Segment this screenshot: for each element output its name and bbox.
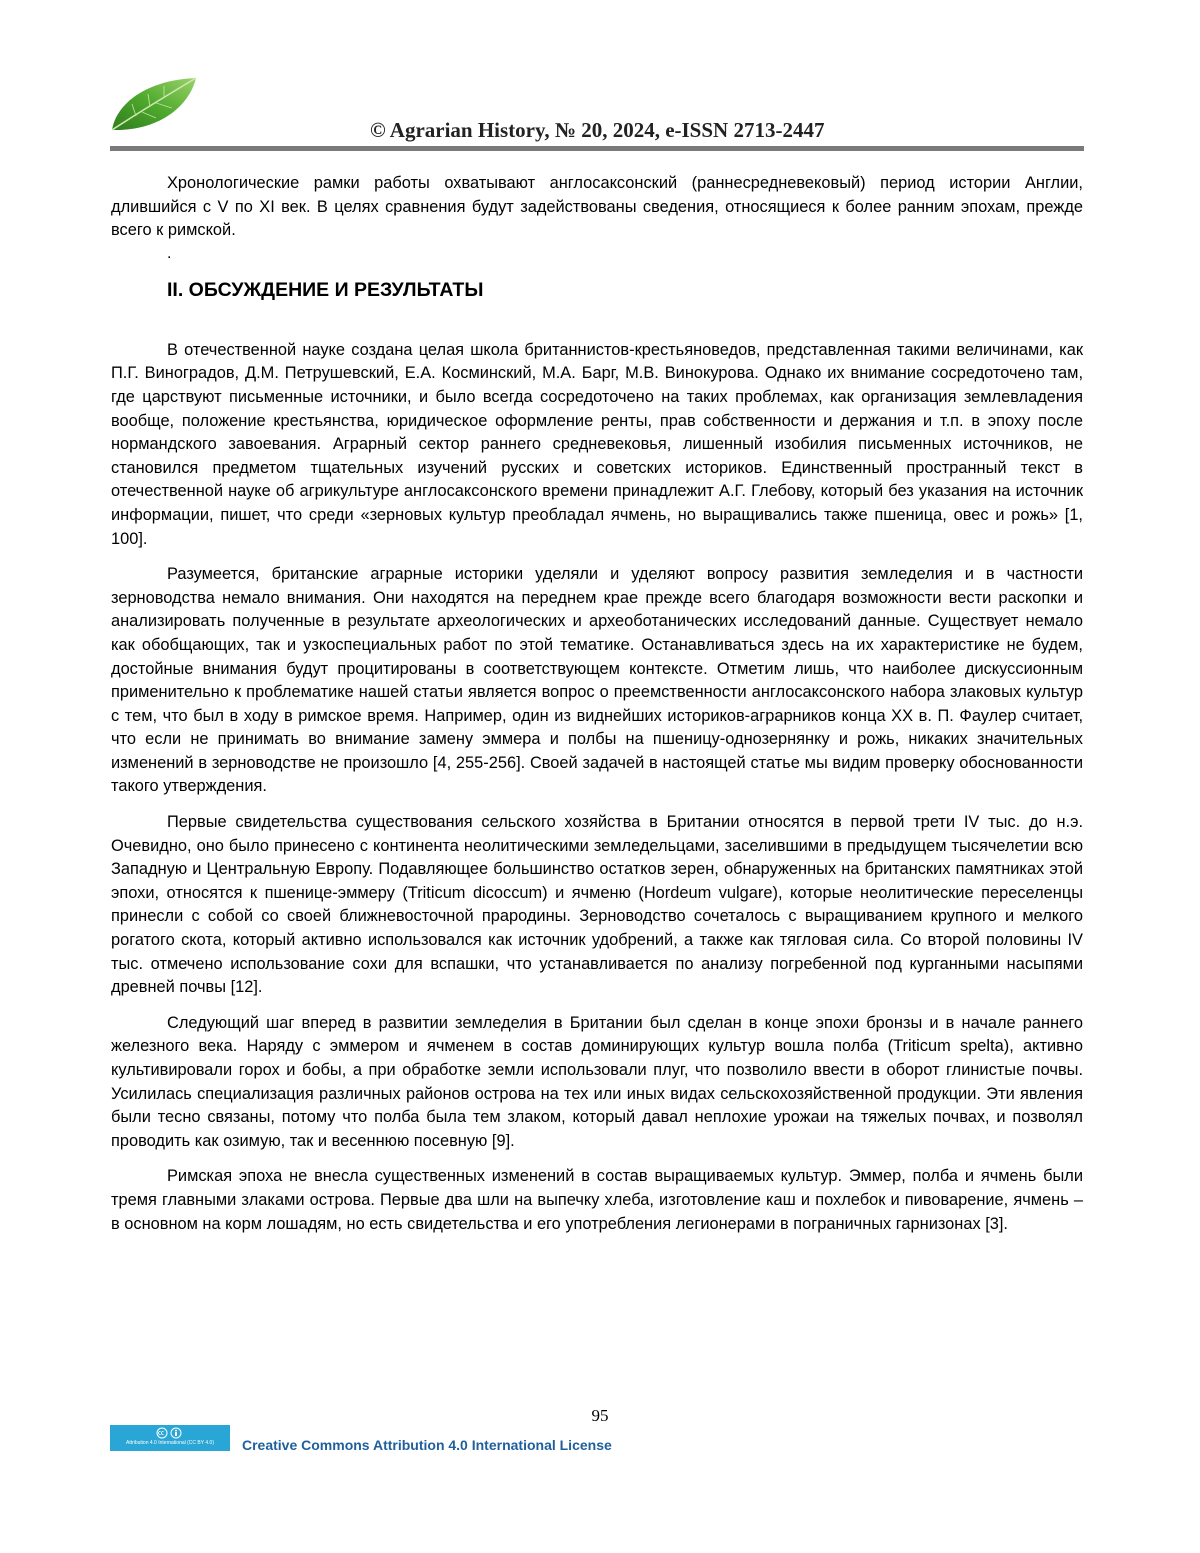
license-link[interactable]: Creative Commons Attribution 4.0 International License bbox=[242, 1437, 612, 1453]
paragraph-4: Следующий шаг вперед в развитии земледелия в Британии был сделан в конце эпохи бронзы и в начале раннего железного века. Наряду с эммером и ячменем в состав доминирующих культур вошла полба (Triticum spelta), активно культивировали горох и бобы, а при обработке земли использовали плуг, что позволило ввести в оборот глинистые почвы. Усилилась специализация различных районов острова на тех или иных видах сельскохозяйственной продукции. Эти явления были тесно связаны, потому что полба была тем злаком, который давал неплохие урожаи на тяжелых почвах, и позволял проводить как озимую, так и весеннюю посевную [9]. bbox=[111, 1013, 1083, 1150]
cc-badge-text: Attribution 4.0 International (CC BY 4.0) bbox=[125, 1440, 214, 1446]
paragraph-3: Первые свидетельства существования сельского хозяйства в Британии относятся в первой трети IV тыс. до н.э. Очевидно, оно было принесено с континента неолитическими земледельцами, заселившими в предыдущем тысячелетии всю Западную и Центральную Европу. Подавляющее большинство остатков зерен, обнаруженных на британских памятниках этой эпохи, относятся к пшенице-эммеру (Triticum dicoccum) и ячменю (Hordeum vulgare), которые неолитические переселенцы принесли с собой со своей ближневосточной прародины. Зерноводство сочеталось с выращиванием крупного и мелкого рогатого скота, который активно использовался как источник удобрений, а также как тягловая сила. Со второй половины IV тыс. отмечено использование сохи для вспашки, что устанавливается по анализу погребенной под курганными насыпями древней почвы [12]. bbox=[111, 813, 1083, 997]
paragraph-2: Разумеется, британские аграрные историки уделяли и уделяют вопросу развития земледелия и в частности зерноводства немало внимания. Они находятся на переднем крае прежде всего благодаря возможности вести раскопки и анализировать полученные в результате археологических и археоботанических исследований данные. Существует немало как обобщающих, так и узкоспециальных работ по этой тематике. Останавливаться здесь на их характеристике не будем, достойные внимания будут процитированы в соответствующем контексте. Отметим лишь, что наиболее дискуссионным применительно к проблематике нашей статьи является вопрос о преемственности англосаксонского набора злаковых культур с тем, что был в ходу в римское время. Например, один из виднейших историков-аграрников конца XX в. П. Фаулер считает, что если не принимать во внимание замену эммера и полбы на пшеницу-однозернянку и рожь, никаких значительных изменений в зерноводстве не произошло [4, 255-256]. Своей задачей в настоящей статье мы видим проверку обоснованности такого утверждения. bbox=[111, 565, 1083, 796]
page-number: 95 bbox=[591, 1406, 609, 1425]
cc-license-badge[interactable] bbox=[110, 1425, 230, 1451]
paragraph-1: В отечественной науке создана целая школа британнистов-крестьяноведов, представленная такими величинами, как П.Г. Виноградов, Д.М. Петрушевский, Е.А. Косминский, М.А. Барг, М.В. Винокурова. Однако их внимание сосредоточено там, где царствуют письменные источники, и было всегда сосредоточено на таких проблемах, как организация землевладения вообще, положение крестьянства, юридическое оформление ренты, прав собственности и держания и т.п. в эпоху после нормандского завоевания. Аграрный сектор раннего средневековья, лишенный изобилия письменных источников, не становился предметом тщательных изучений русских и советских историков. Единственный пространный текст в отечественной науке об агрикультуре англосаксонского времени принадлежит А.Г. Глебову, который без указания на источник информации, пишет, что среди «зерновых культур преобладал ячмень, но выращивались также пшеница, овес и рожь» [1, 100]. bbox=[111, 340, 1083, 548]
header-divider bbox=[110, 146, 1084, 151]
section-title: II. ОБСУЖДЕНИЕ И РЕЗУЛЬТАТЫ bbox=[167, 278, 484, 301]
stray-dot: . bbox=[167, 244, 172, 262]
journal-header: © Agrarian History, № 20, 2024, e-ISSN 2713-2447 bbox=[370, 118, 825, 142]
article-body bbox=[111, 172, 1083, 1236]
green-leaf-icon bbox=[106, 74, 202, 134]
intro-paragraph: Хронологические рамки работы охватывают англосаксонский (раннесредневековый) период истории Англии, длившийся с V по XI век. В целях сравнения будут задействованы сведения, относящиеся к более ранним эпохам, прежде всего к римской. bbox=[111, 174, 1083, 240]
creative-commons-icon bbox=[156, 1427, 184, 1439]
paragraph-5: Римская эпоха не внесла существенных изменений в состав выращиваемых культур. Эммер, полба и ячмень были тремя главными злаками острова. Первые два шли на выпечку хлеба, изготовление каш и похлебок и пивоварение, ячмень – в основном на корм лошадям, но есть свидетельства и его употребления легионерами в пограничных гарнизонах [3]. bbox=[111, 1167, 1083, 1233]
